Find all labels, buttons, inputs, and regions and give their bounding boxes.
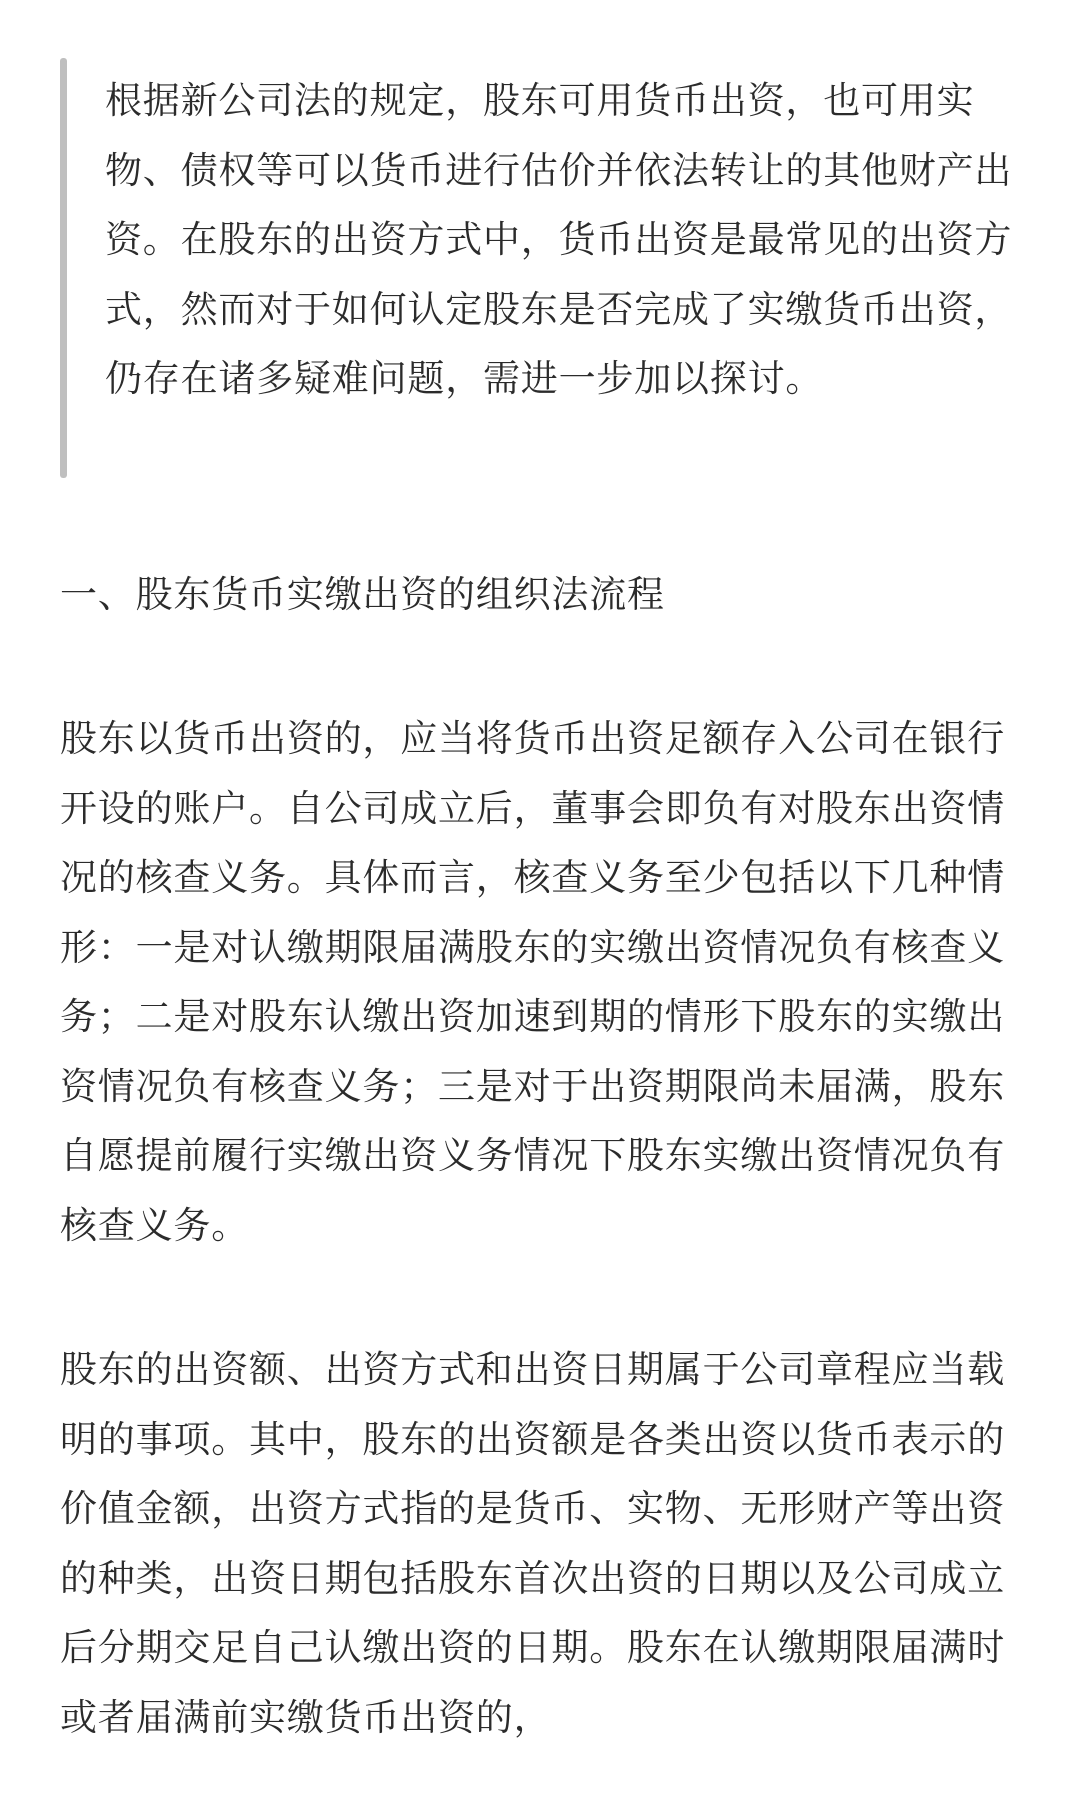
blockquote xyxy=(60,58,1030,478)
section-heading: 一、股东货币实缴出资的组织法流程 xyxy=(60,573,665,616)
blockquote-text: 根据新公司法的规定，股东可用货币出资，也可用实物、债权等可以货币进行估价并依法转让的其他财产出资。在股东的出资方式中，货币出资是最常见的出资方式，然而对于如何认定股东是否完成了实缴货币出资，仍存在诸多疑难问题，需进一步加以探讨。 xyxy=(105,79,1013,400)
blockquote-bar xyxy=(60,58,67,478)
paragraph-1: 股东以货币出资的，应当将货币出资足额存入公司在银行开设的账户。自公司成立后，董事会即负有对股东出资情况的核查义务。具体而言，核查义务至少包括以下几种情形：一是对认缴期限届满股东的实缴出资情况负有核查义务；二是对股东认缴出资加速到期的情形下股东的实缴出资情况负有核查义务；三是对于出资期限尚未届满，股东自愿提前履行实缴出资义务情况下股东实缴出资情况负有核查义务。 xyxy=(60,717,1005,1247)
paragraph-2: 股东的出资额、出资方式和出资日期属于公司章程应当载明的事项。其中，股东的出资额是各类出资以货币表示的价值金额，出资方式指的是货币、实物、无形财产等出资的种类，出资日期包括股东首次出资的日期以及公司成立后分期交足自己认缴出资的日期。股东在认缴期限届满时或者届满前实缴货币出资的， xyxy=(60,1348,1005,1739)
